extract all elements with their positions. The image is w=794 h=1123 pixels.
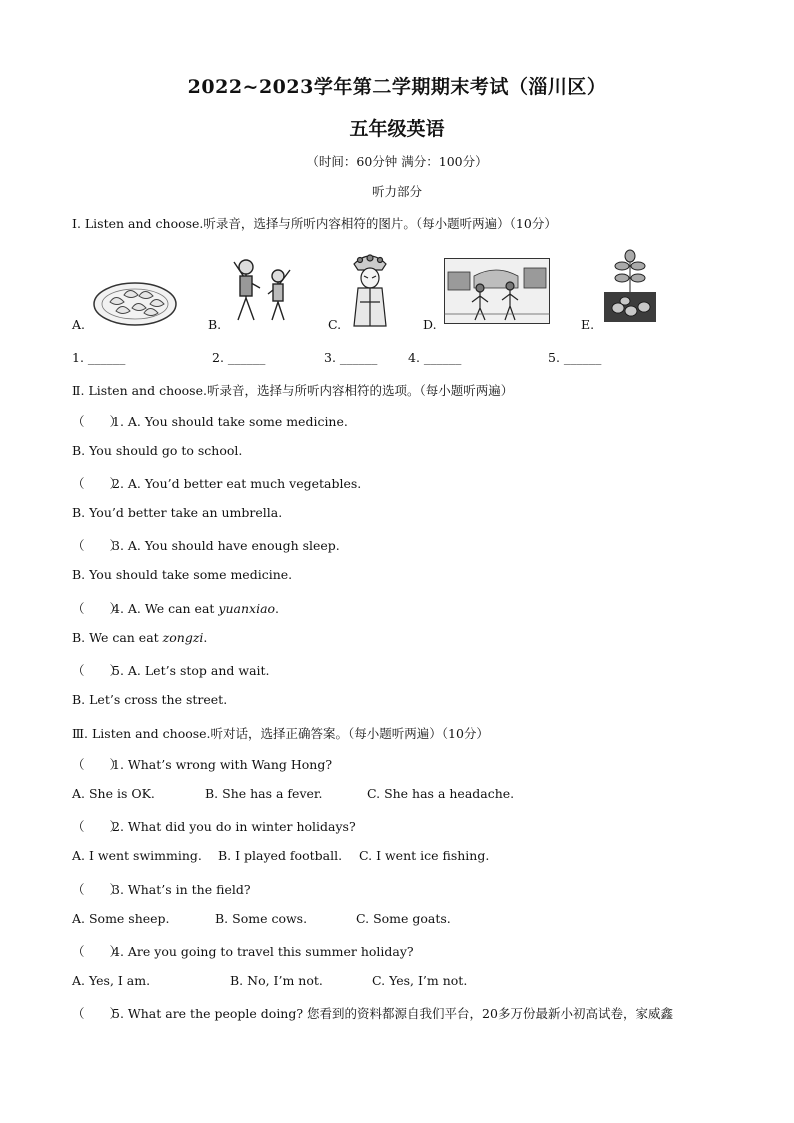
dumplings-plate-picture: [92, 280, 178, 328]
answer-blank-5: 5. ______: [548, 350, 602, 365]
question-text: 1. A. You should take some medicine.: [112, 414, 348, 429]
picture-label-b: B.: [208, 317, 222, 332]
question-text: 4. Are you going to travel this summer holiday?: [112, 944, 414, 959]
answer-bracket: （ ）: [72, 601, 123, 616]
answer-blank-1: 1. ______: [72, 350, 126, 365]
answer-bracket: （ ）: [72, 757, 123, 772]
section3-q2-option-c: C. I went ice fishing.: [359, 848, 490, 863]
section3-question-1: [72, 755, 332, 773]
question-text: 3. A. You should have enough sleep.: [112, 538, 340, 553]
section3-q4-option-c: C. Yes, I’m not.: [372, 973, 468, 988]
section3-question-2: [72, 817, 356, 835]
option-italic-word: zongzi: [162, 630, 204, 645]
exam-subtitle: 五年级英语: [349, 118, 445, 140]
listening-part-heading: 听力部分: [371, 184, 422, 199]
question-end: .: [275, 601, 280, 616]
option-end: .: [203, 630, 208, 645]
option-text: B. We can eat: [72, 630, 163, 645]
section3-q3-option-c: C. Some goats.: [356, 911, 451, 926]
answer-blank-2: 2. ______: [212, 350, 266, 365]
section3-question-4: [72, 942, 414, 960]
question-text: 3. What’s in the field?: [112, 882, 251, 897]
section2-question-4: [72, 599, 279, 617]
section2-option-5b: B. Let’s cross the street.: [72, 692, 228, 707]
section2-question-3: [72, 536, 340, 554]
section3-q1-option-a: A. She is OK.: [72, 786, 155, 801]
question-text: 5. A. Let’s stop and wait.: [112, 663, 270, 678]
answer-bracket: （ ）: [72, 663, 123, 678]
section2-option-2b: B. You’d better take an umbrella.: [72, 505, 283, 520]
section2-question-2: [72, 474, 361, 492]
section3-q3-option-a: A. Some sheep.: [72, 911, 170, 926]
answer-bracket: （ ）: [72, 944, 123, 959]
section2-option-3b: B. You should take some medicine.: [72, 567, 293, 582]
question-text: 5. What are the people doing? 您看到的资料都源自我们平台，20多万份最新小初高试卷，家威鑫: [112, 1006, 673, 1021]
picture-label-c: C.: [328, 317, 342, 332]
picture-label-a: A.: [72, 317, 86, 332]
section3-q4-option-b: B. No, I’m not.: [230, 973, 323, 988]
answer-bracket: （ ）: [72, 1006, 123, 1021]
question-text: 2. A. You’d better eat much vegetables.: [112, 476, 362, 491]
answer-bracket: （ ）: [72, 414, 123, 429]
section3-q2-option-b: B. I played football.: [218, 848, 343, 863]
street-scene-picture: [444, 258, 550, 324]
answer-bracket: （ ）: [72, 819, 123, 834]
picture-label-e: E.: [581, 317, 595, 332]
section2-option-4b: [72, 630, 207, 645]
section3-q1-option-c: C. She has a headache.: [367, 786, 515, 801]
section3-q3-option-b: B. Some cows.: [215, 911, 308, 926]
section3-q2-option-a: A. I went swimming.: [72, 848, 202, 863]
answer-bracket: （ ）: [72, 476, 123, 491]
section3-heading: Ⅲ. Listen and choose.听对话，选择正确答案。（每小题听两遍）（10分）: [72, 726, 489, 741]
picture-label-d: D.: [423, 317, 437, 332]
section2-question-5: [72, 661, 270, 679]
section2-heading: Ⅱ. Listen and choose.听录音，选择与所听内容相符的选项。（每小题听两遍）: [72, 383, 514, 398]
exam-meta: （时间：60分钟 满分：100分）: [306, 154, 488, 169]
section3-question-5: [72, 1004, 673, 1022]
peking-opera-picture: [348, 250, 392, 328]
answer-bracket: （ ）: [72, 882, 123, 897]
section2-option-1b: B. You should go to school.: [72, 443, 243, 458]
section3-q1-option-b: B. She has a fever.: [205, 786, 323, 801]
answer-blank-4: 4. ______: [408, 350, 462, 365]
exam-title: 2022~2023学年第二学期期末考试（淄川区）: [187, 76, 607, 98]
children-exercising-picture: [226, 254, 300, 326]
answer-bracket: （ ）: [72, 538, 123, 553]
answer-blank-3: 3. ______: [324, 350, 378, 365]
section2-question-1: [72, 412, 348, 430]
section3-q4-option-a: A. Yes, I am.: [72, 973, 151, 988]
question-text: 2. What did you do in winter holidays?: [112, 819, 356, 834]
section1-heading: Ⅰ. Listen and choose.听录音，选择与所听内容相符的图片。（每小题听两遍）（10分）: [72, 216, 557, 231]
question-italic-word: yuanxiao: [218, 601, 276, 616]
question-text: 4. A. We can eat: [112, 601, 219, 616]
potato-plant-picture: [600, 248, 658, 324]
section3-question-3: [72, 880, 251, 898]
question-text: 1. What’s wrong with Wang Hong?: [112, 757, 333, 772]
